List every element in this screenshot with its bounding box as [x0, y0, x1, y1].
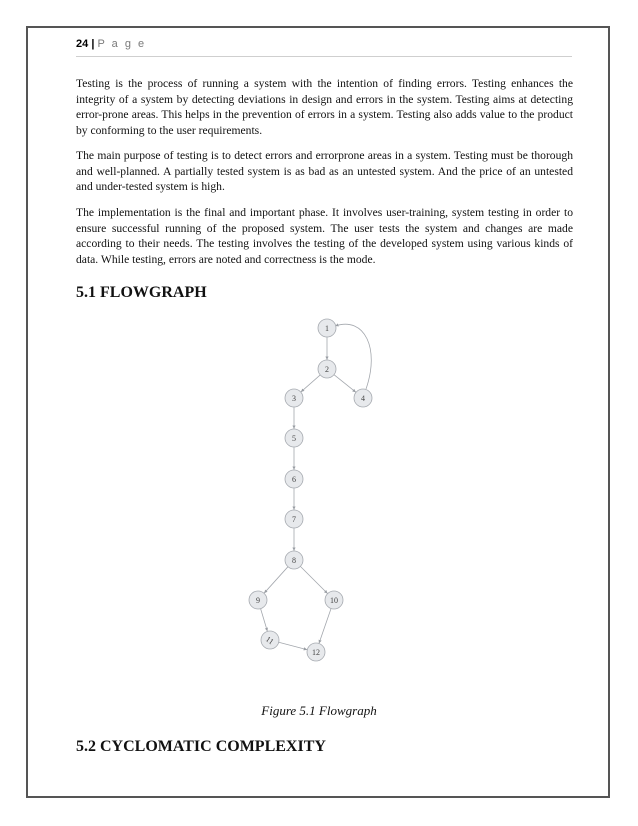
- paragraph-testing-intro: Testing is the process of running a system with the intention of finding errors. Testing enhances the integrity of a system by detecting deviations in design and errors in the system. Testing aims at detecting error-prone areas. This helps in the prevention of errors in a system. Testing also adds value to the product by conforming to the user requirements.: [76, 77, 573, 137]
- node-label: 5: [292, 434, 296, 443]
- edge-8-10: [300, 566, 327, 593]
- node-label: 10: [330, 596, 338, 605]
- node-12: [307, 643, 325, 661]
- edge-9-11: [261, 609, 268, 632]
- node-4: [354, 389, 372, 407]
- edge-11-12: [279, 642, 308, 649]
- node-6: [285, 470, 303, 488]
- page-number: 24: [76, 38, 89, 50]
- node-1: [318, 319, 336, 337]
- figure-caption: Figure 5.1 Flowgraph: [261, 703, 377, 718]
- node-label: 11: [263, 634, 276, 647]
- node-label: 4: [361, 394, 365, 403]
- node-10: [325, 591, 343, 609]
- edge-8-9: [264, 567, 288, 594]
- paragraph-implementation: The implementation is the final and important phase. It involves user-training, system testing in order to ensure successful running of the proposed system. The user tests the system and changes are made according to their needs. The testing involves the testing of the developed system using various kinds of data. While testing, errors are noted and correctness is the mode.: [76, 206, 573, 266]
- node-3: [285, 389, 303, 407]
- page-label: P a g e: [97, 38, 147, 50]
- edge-2-4: [334, 375, 356, 393]
- node-2: [318, 360, 336, 378]
- edge-10-12: [319, 609, 331, 644]
- node-label: 2: [325, 365, 329, 374]
- node-5: [285, 429, 303, 447]
- header-separator: |: [91, 38, 95, 50]
- node-11: [261, 631, 279, 649]
- node-label: 6: [292, 475, 296, 484]
- node-7: [285, 510, 303, 528]
- node-9: [249, 591, 267, 609]
- edge-2-3: [301, 375, 320, 392]
- edge-4-1: [335, 324, 371, 389]
- node-label: 1: [325, 324, 329, 333]
- node-label: 3: [292, 394, 296, 403]
- heading-cyclomatic-complexity: 5.2 CYCLOMATIC COMPLEXITY: [76, 738, 326, 755]
- node-8: [285, 551, 303, 569]
- node-label: 9: [256, 596, 260, 605]
- paragraph-testing-purpose: The main purpose of testing is to detect errors and errorprone areas in a system. Testing must be thorough and well-planned. A partially tested system is as bad as an untested system. And the price of an untested and under-tested system is high.: [76, 149, 573, 193]
- node-label: 8: [292, 556, 296, 565]
- node-label: 7: [292, 515, 296, 524]
- node-label: 12: [312, 648, 320, 657]
- heading-flowgraph: 5.1 FLOWGRAPH: [76, 284, 207, 301]
